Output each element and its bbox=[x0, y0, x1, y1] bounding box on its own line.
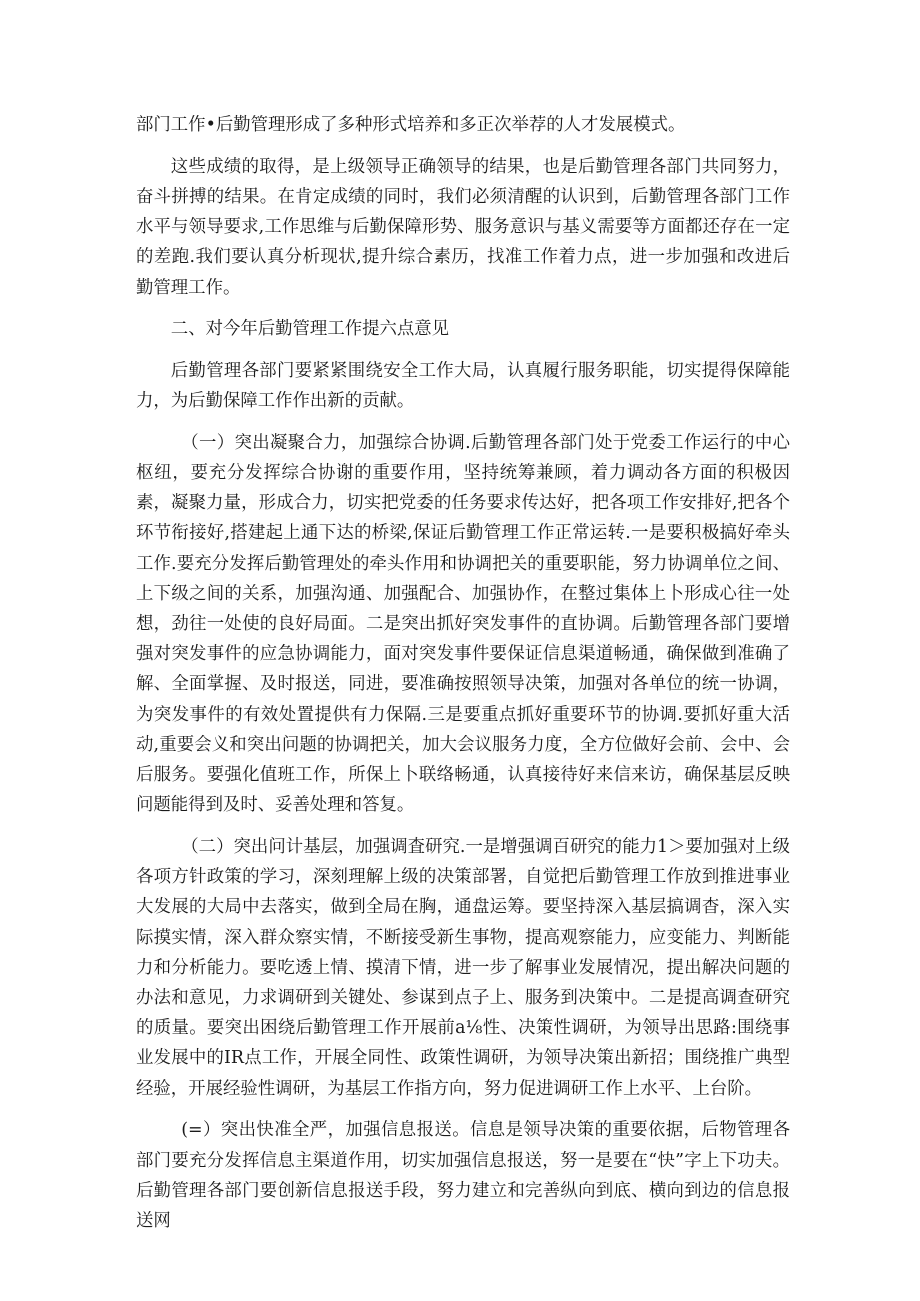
paragraph-point-three-information: (=）突出快准全严，加强信息报送。信息是领导决策的重要依据，后物管理各部门要充分发挥信息主渠道作用，切实加强信息报送，努一是要在“快”字上下功夫。后勤管理各部门要创新信息报送手段，努力建立和完善纵向到底、横向到边的信息报送网 bbox=[136, 1120, 790, 1231]
paragraph-overall-requirement: 后勤管理各部门要紧紧围绕安全工作大局，认真履行服务职能，切实提得保障能力，为后勤保障工作作出新的贡献。 bbox=[136, 360, 790, 412]
paragraph-point-two-research: （二）突出问计基层，加强调査研究.一是增强调百研究的能力1＞要加强对上级各项方针政策的学习，深刻理解上级的决策部署，自觉把后勤管理工作放到推进事业大发展的大局中去落实，做到全局在胸，通盘运筹。要坚持深入基层搞调杳，深入实际摸实情，深入群众察实情，不断接受新生事物，提高观察能力，应变能力、判断能力和分析能力。要吃透上情、摸清下情，进一步了解事业发展情况，提出解决问题的办法和意见，力求调研到关键处、参谋到点子上、服务到决策中。二是提高调查研究的质量。要突出困绕后勤管理工作开展前a⅛性、决策性调研，为领导出思路:围绕事业发展中的IR点工作，开展全同性、政策性调研，为领导决策出新招；围绕推广典型经验，开展经验性调研，为基层工作指方向，努力促进调研工作上水平、上台阶。 bbox=[136, 836, 790, 1099]
paragraph-point-one-coordination: （一）突出凝聚合力，加强综合协调.后勤管理各部门处于党委工作运行的中心枢纽，要充分发挥综合协谢的重要作用，坚持统筹兼顾，着力调动各方面的积极因素，凝聚力量，形成合力，切实把党委的任务要求传达好，把各项工作安排好,把各个环节衔接好,搭建起上通下达的桥梁,保证后勤管理工作正常运转.一是要积极搞好牵头工作.要充分发挥后勤管理处的牵头作用和协调把关的重要职能，努力协调单位之间、上下级之间的关系，加强沟通、加强配合、加强协作，在整过集体上卜形成心往一处想，劲往一处使的良好局面。二是突出抓好突发事件的直协调。后勤管理各部门要增强对突发事件的应急协调能力，面对突发事件要保证信息渠道畅通，确保做到准确了解、全面掌握、及时报送，同进，要准确按照领导决策，加强对各单位的统一协调，为突发事件的有效处置提供有力保隔.三是要重点抓好重要环节的协调.要抓好重大活动,重要会义和突出问题的协调把关，加大会议服务力度，全方位做好会前、会中、会后服务。要强化值班工作，所保上卜联络畅通，认真接待好来信来访，确保基层反映问题能得到及时、妥善处理和答复。 bbox=[136, 432, 790, 816]
section-heading-six-opinions: 二、对今年后勤管理工作提六点意见 bbox=[170, 319, 450, 340]
paragraph-achievements: 这些成绩的取得，是上级领导正确领导的结果，也是后勤管理各部门共同努力，奋斗拼搏的结果。在肯定成绩的同时，我们必须清醒的认识到，后勤管理各部门工作水平与领导要求,工作思维与后勤保障形势、服务意识与基义需要等方面都还存在一定的差跑.我们要认真分析现状,提升综合素历，找准工作着力点，进一步加强和改进后勤管理工作。 bbox=[136, 156, 790, 298]
paragraph-talent-model: 部门工作•后勤管理形成了多种形式培养和多正次举荐的人才发展模式。 bbox=[136, 115, 686, 135]
